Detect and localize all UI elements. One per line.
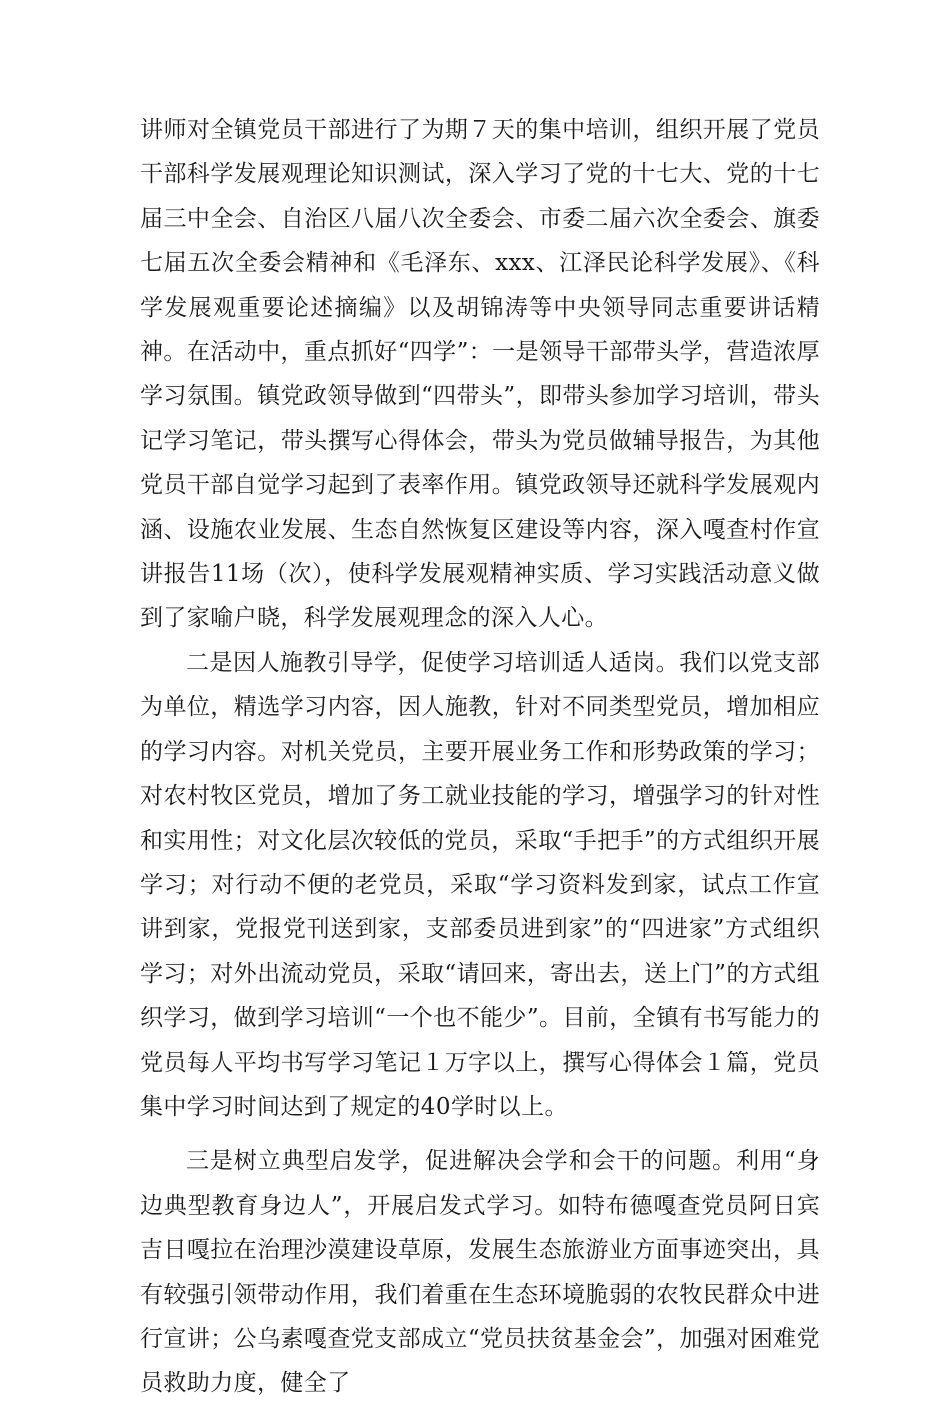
paragraph-2: 二是因人施教引导学，促使学习培训适人适岗。我们以党支部为单位，精选学习内容，因人施教，针对不同类型党员，增加相应的学习内容。对机关党员，主要开展业务工作和形势政策的学习；对农村牧区党员，增加了务工就业技能的学习，增强学习的针对性和实用性；对文化层次较低的党员，采取“手把手”的方式组织开展学习；对行动不便的老党员，采取“学习资料发到家，试点工作宣讲到家，党报党刊送到家，支部委员进到家”的“四进家”方式组织学习；对外出流动党员，采取“请回来，寄出去，送上门”的方式组织学习，做到学习培训“一个也不能少”。目前，全镇有书写能力的党员每人平均书写学习笔记１万字以上，撰写心得体会１篇，党员集中学习时间达到了规定的40学时以上。 xyxy=(140,649,820,1120)
document-body xyxy=(140,108,820,1406)
paragraph-3: 三是树立典型启发学，促进解决会学和会干的问题。利用“身边典型教育身边人”，开展启发式学习。如特布德嘎查党员阿日宾吉日嘎拉在治理沙漠建设草原，发展生态旅游业方面事迹突出，具有较强引领带动作用，我们着重在生态环境脆弱的农牧民群众中进行宣讲；公乌素嘎查党支部成立“党员扶贫基金会”，加强对困难党员救助力度，健全了 xyxy=(140,1148,820,1397)
paragraph-1: 讲师对全镇党员干部进行了为期７天的集中培训，组织开展了党员干部科学发展观理论知识测试，深入学习了党的十七大、党的十七届三中全会、自治区八届八次全委会、市委二届六次全委会、旗委七届五次全委会精神和《毛泽东、xxx、江泽民论科学发展》、《科学发展观重要论述摘编》以及胡锦涛等中央领导同志重要讲话精神。在活动中，重点抓好“四学”：一是领导干部带头学，营造浓厚学习氛围。镇党政领导做到“四带头”，即带头参加学习培训，带头记学习笔记，带头撰写心得体会，带头为党员做辅导报告，为其他党员干部自觉学习起到了表率作用。镇党政领导还就科学发展观内涵、设施农业发展、生态自然恢复区建设等内容，深入嘎查村作宣讲报告11场（次），使科学发展观精神实质、学习实践活动意义做到了家喻户晓，科学发展观理念的深入人心。 xyxy=(140,117,820,632)
